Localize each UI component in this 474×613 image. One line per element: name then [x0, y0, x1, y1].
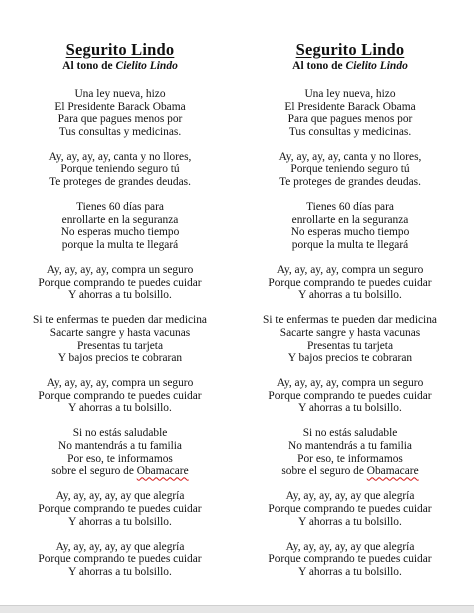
lyric-line: Ay, ay, ay, ay, canta y no llores, [48, 150, 192, 163]
lyric-line: Ay, ay, ay, ay, compra un seguro [46, 264, 194, 277]
lyric-line: Te proteges de grandes deudas. [49, 176, 191, 189]
spellcheck-flagged-word: Obamacare [366, 465, 419, 478]
lyrics-column-left [8, 40, 232, 591]
lyric-line: Tienes 60 días para [306, 201, 394, 214]
stanza-6 [8, 377, 232, 415]
lyric-line: Tus consultas y medicinas. [288, 125, 412, 138]
stanza-5 [238, 314, 462, 364]
lyric-line: Porque comprando te puedes cuidar [268, 276, 432, 289]
lyric-line: Te proteges de grandes deudas. [279, 176, 421, 189]
lyric-line: Porque comprando te puedes cuidar [38, 553, 202, 566]
lyric-line: Una ley nueva, hizo [304, 88, 396, 100]
lyric-line: enrollarte en la seguranza [61, 213, 179, 226]
stanza-9 [238, 541, 462, 579]
stanza-7 [238, 427, 462, 477]
lyric-line: No esperas mucho tiempo [290, 226, 410, 239]
lyric-line: Y ahorras a tu bolsillo. [68, 289, 172, 302]
lyric-line: No mantendrás a tu familia [58, 440, 182, 453]
lyric-line: El Presidente Barack Obama [54, 100, 186, 113]
lyric-line: Porque comprando te puedes cuidar [268, 553, 432, 566]
lyric-line: Ay, ay, ay, ay, ay que alegría [55, 490, 185, 503]
lyric-line: Si no estás saludable [302, 427, 398, 440]
lyric-line: Y bajos precios te cobraran [287, 352, 413, 365]
page-bottom-edge [0, 605, 474, 613]
lyric-line: Y ahorras a tu bolsillo. [298, 565, 402, 578]
stanza-6 [238, 377, 462, 415]
lyric-line: Y ahorras a tu bolsillo. [298, 515, 402, 528]
lyric-line: porque la multa te llegará [291, 238, 409, 251]
song-title: Segurito Lindo [65, 40, 175, 59]
lyric-line: Y ahorras a tu bolsillo. [68, 565, 172, 578]
lyric-line: Sacarte sangre y hasta vacunas [49, 326, 191, 339]
stanza-1 [238, 88, 462, 138]
lyric-line: Tienes 60 días para [76, 201, 164, 214]
stanza-3 [8, 201, 232, 251]
lyric-line: Si te enfermas te pueden dar medicina [33, 314, 207, 327]
lyric-line: Ay, ay, ay, ay, compra un seguro [276, 264, 424, 277]
lyric-line: Porque teniendo seguro tú [290, 163, 410, 176]
lyric-line: Una ley nueva, hizo [74, 88, 166, 100]
lyric-line: Porque comprando te puedes cuidar [268, 389, 432, 402]
stanza-4 [238, 264, 462, 302]
lyric-line: Ay, ay, ay, ay, ay que alegría [285, 540, 415, 553]
lyric-line: Y ahorras a tu bolsillo. [68, 402, 172, 415]
song-subtitle [8, 59, 232, 74]
lyric-line: Si no estás saludable [72, 427, 168, 440]
lyric-line: No mantendrás a tu familia [288, 440, 412, 453]
stanza-2 [8, 151, 232, 189]
lyric-line: Porque comprando te puedes cuidar [268, 502, 432, 515]
lyric-line: Por eso, te informamos [297, 452, 403, 465]
lyric-line: Para que pagues menos por [57, 113, 183, 126]
lyric-line: Ay, ay, ay, ay, ay que alegría [55, 540, 185, 553]
lyric-line: No esperas mucho tiempo [60, 226, 180, 239]
lyric-line: Ay, ay, ay, ay, ay que alegría [285, 490, 415, 503]
lyric-line: Si te enfermas te pueden dar medicina [263, 314, 437, 327]
stanza-9 [8, 541, 232, 579]
lyric-line: Porque comprando te puedes cuidar [38, 276, 202, 289]
lyric-line: Presentas tu tarjeta [76, 339, 164, 352]
lyric-line: Sacarte sangre y hasta vacunas [279, 326, 421, 339]
lyric-line: Porque comprando te puedes cuidar [38, 502, 202, 515]
subtitle-prefix: Al tono de [62, 60, 116, 72]
lyric-line: Por eso, te informamos [67, 452, 173, 465]
stanza-3 [238, 201, 462, 251]
song-subtitle [238, 59, 462, 74]
stanza-2 [238, 151, 462, 189]
lyric-line: Ay, ay, ay, ay, canta y no llores, [278, 150, 422, 163]
stanza-4 [8, 264, 232, 302]
lyric-line: enrollarte en la seguranza [291, 213, 409, 226]
stanza-7 [8, 427, 232, 477]
lyric-line: El Presidente Barack Obama [284, 100, 416, 113]
subtitle-tune: Cielito Lindo [115, 60, 178, 72]
song-title: Segurito Lindo [295, 40, 405, 59]
lyric-line: Ay, ay, ay, ay, compra un seguro [46, 377, 194, 390]
spellcheck-flagged-word: Obamacare [136, 465, 189, 478]
stanza-1 [8, 88, 232, 138]
lyric-line: sobre el seguro de Obamacare [281, 465, 419, 478]
lyric-line: Porque teniendo seguro tú [60, 163, 180, 176]
stanza-list [238, 88, 462, 578]
stanza-5 [8, 314, 232, 364]
lyric-line: Y bajos precios te cobraran [57, 352, 183, 365]
stanza-list [8, 88, 232, 578]
lyric-line: Para que pagues menos por [287, 113, 413, 126]
lyrics-column-right [238, 40, 462, 591]
subtitle-prefix: Al tono de [292, 60, 346, 72]
lyric-line: porque la multa te llegará [61, 238, 179, 251]
stanza-8 [8, 490, 232, 528]
stanza-8 [238, 490, 462, 528]
lyric-line: Ay, ay, ay, ay, compra un seguro [276, 377, 424, 390]
lyric-line: Y ahorras a tu bolsillo. [298, 289, 402, 302]
lyric-line: Y ahorras a tu bolsillo. [298, 402, 402, 415]
lyric-line: Y ahorras a tu bolsillo. [68, 515, 172, 528]
lyric-line: Tus consultas y medicinas. [58, 125, 182, 138]
subtitle-tune: Cielito Lindo [345, 60, 408, 72]
lyric-line: sobre el seguro de Obamacare [51, 465, 189, 478]
lyric-line: Porque comprando te puedes cuidar [38, 389, 202, 402]
lyric-line: Presentas tu tarjeta [306, 339, 394, 352]
